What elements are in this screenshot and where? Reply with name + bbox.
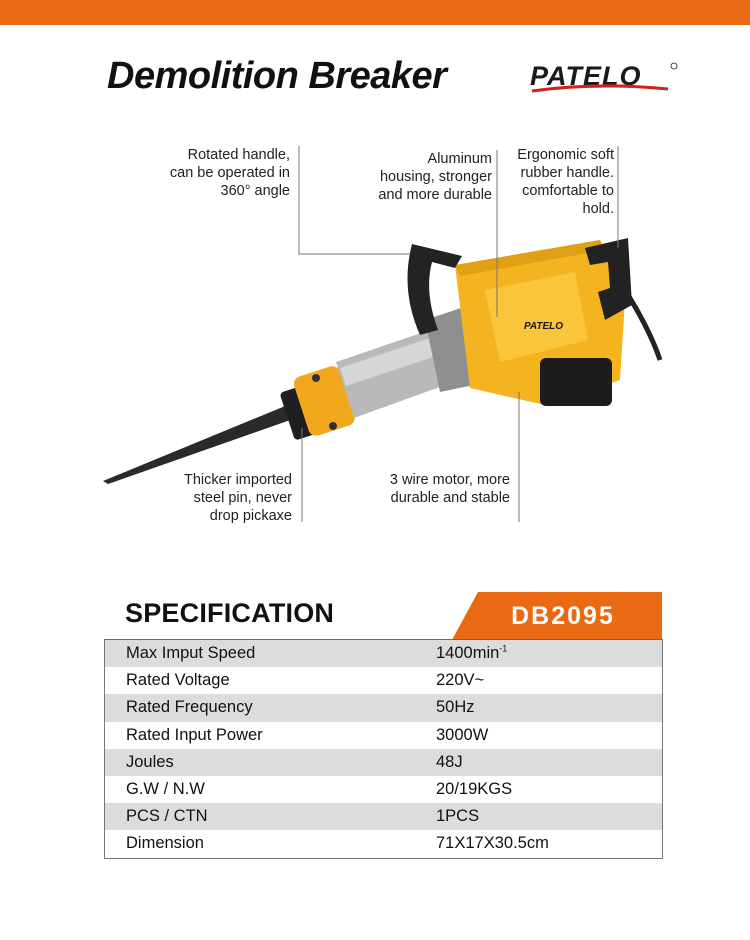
callout-line: comfortable to (522, 183, 614, 199)
table-row (105, 694, 662, 721)
spec-label: Rated Voltage (126, 671, 230, 690)
callout-line: steel pin, never (193, 490, 292, 506)
spec-value-superscript: -1 (499, 643, 508, 654)
spec-label: PCS / CTN (126, 807, 208, 826)
spec-label: Max Imput Speed (126, 644, 256, 663)
spec-value: 1PCS (436, 807, 480, 826)
brand-logo-text: PATELO (530, 61, 642, 91)
spec-value: 220V~ (436, 671, 485, 690)
spec-value-text: 1400min (436, 644, 500, 663)
callout-soft-rubber-handle (500, 146, 614, 218)
table-row (105, 776, 662, 803)
table-row (105, 803, 662, 830)
callout-line: drop pickaxe (209, 508, 292, 524)
spec-label: G.W / N.W (126, 780, 205, 799)
callout-line: 360° angle (220, 183, 290, 199)
spec-label: Joules (126, 752, 174, 771)
page-title: Demolition Breaker (107, 55, 447, 97)
callout-motor (360, 471, 510, 507)
callout-steel-pin (150, 471, 292, 525)
model-number: DB2095 (511, 602, 615, 630)
spec-value: 71X17X30.5cm (436, 834, 549, 853)
spec-value (436, 644, 662, 663)
callout-rotated-handle (130, 146, 290, 200)
spec-value: 50Hz (436, 698, 475, 717)
callout-line: rubber handle. (520, 165, 614, 181)
table-row (105, 830, 662, 857)
specification-table (104, 639, 663, 859)
table-row (105, 667, 662, 694)
spec-value: 48J (436, 752, 463, 771)
table-row (105, 749, 662, 776)
callout-line: housing, stronger (379, 169, 492, 185)
callout-aluminum-housing (362, 150, 492, 204)
callout-line: and more durable (378, 187, 492, 203)
spec-label: Rated Input Power (126, 725, 263, 744)
table-row (105, 722, 662, 749)
specification-heading: SPECIFICATION (125, 598, 335, 628)
callout-line: Rotated handle, (187, 147, 290, 163)
callout-line: hold. (582, 201, 614, 217)
tool-brand-label: PATELO (524, 321, 564, 332)
spec-label: Dimension (126, 834, 204, 853)
table-row (105, 640, 662, 667)
callout-line: 3 wire motor, more (389, 472, 510, 488)
spec-label: Rated Frequency (126, 698, 253, 717)
spec-value: 3000W (436, 725, 489, 744)
callout-line: can be operated in (169, 165, 290, 181)
callout-line: Thicker imported (184, 472, 292, 488)
callout-line: Ergonomic soft (517, 147, 614, 163)
callout-line: Aluminum (427, 151, 492, 167)
callout-line: durable and stable (390, 490, 510, 506)
spec-value: 20/19KGS (436, 780, 513, 799)
